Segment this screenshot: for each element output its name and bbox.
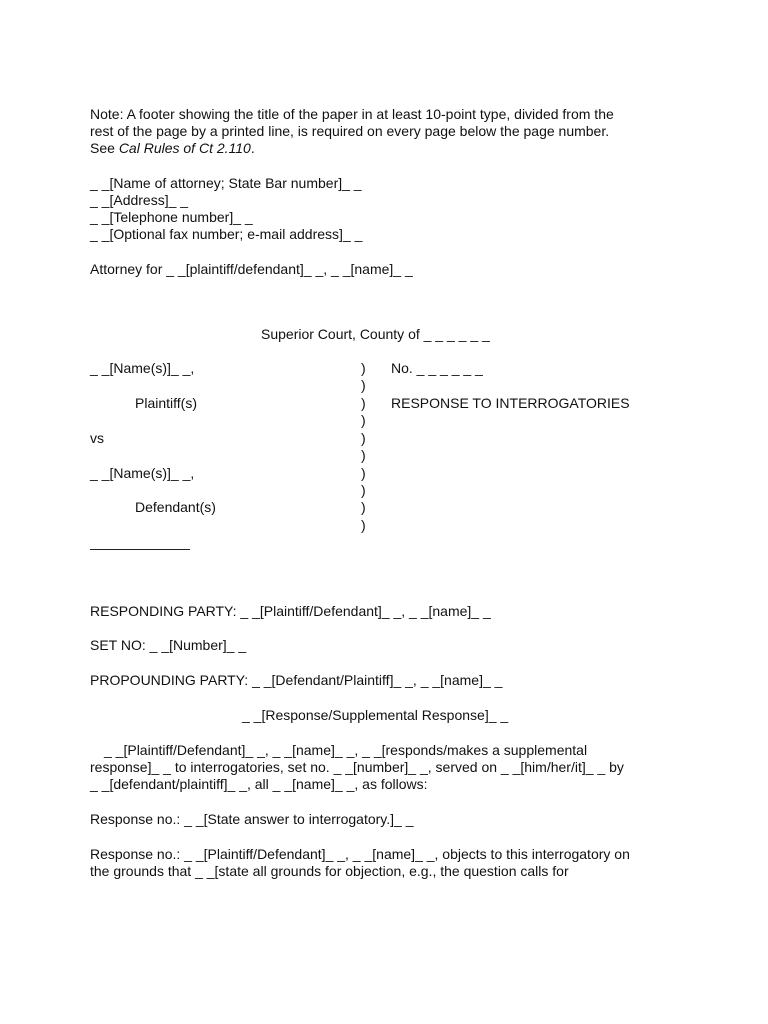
attorney-name-line: _ _[Name of attorney; State Bar number]_ _	[90, 175, 362, 191]
caption-paren: )	[361, 377, 366, 393]
caption-paren: )	[361, 412, 366, 428]
propounding-party: PROPOUNDING PARTY: _ _[Defendant/Plaintiff]_ _, _ _[name]_ _	[90, 672, 503, 688]
attorney-for-line: Attorney for _ _[plaintiff/defendant]_ _, _ _[name]_ _	[90, 261, 413, 277]
document-title: RESPONSE TO INTERROGATORIES	[391, 395, 630, 411]
note-line-2: rest of the page by a printed line, is required on every page below the page number.	[90, 123, 610, 139]
attorney-fax-email-line: _ _[Optional fax number; e-mail address]_ _	[90, 226, 363, 242]
responding-party: RESPONDING PARTY: _ _[Plaintiff/Defendant]_ _, _ _[name]_ _	[90, 603, 491, 619]
defendant-name: _ _[Name(s)]_ _,	[90, 465, 195, 481]
intro-paragraph-line-1: _ _[Plaintiff/Defendant]_ _, _ _[name]_ _, _ _[responds/makes a supplemental	[104, 742, 588, 758]
plaintiff-label: Plaintiff(s)	[135, 395, 197, 411]
intro-paragraph-line-3: _ _[defendant/plaintiff]_ _, all _ _[name]_ _, as follows:	[90, 776, 428, 792]
note-line-1: Note: A footer showing the title of the paper in at least 10-point type, divided from the	[90, 106, 614, 122]
set-number: SET NO: _ _[Number]_ _	[90, 637, 247, 653]
caption-underline	[90, 549, 190, 550]
attorney-address-line: _ _[Address]_ _	[90, 192, 189, 208]
case-number: No. _ _ _ _ _ _	[391, 360, 483, 376]
caption-paren: )	[361, 465, 366, 481]
attorney-telephone-line: _ _[Telephone number]_ _	[90, 209, 253, 225]
caption-paren: )	[361, 430, 366, 446]
defendant-label: Defendant(s)	[135, 499, 216, 515]
response-1: Response no.: _ _[State answer to interrogatory.]_ _	[90, 811, 414, 827]
response-2-line-2: the grounds that _ _[state all grounds for objection, e.g., the question calls for	[90, 863, 569, 879]
versus-label: vs	[90, 430, 104, 446]
caption-paren: )	[361, 499, 366, 515]
caption-paren: )	[361, 360, 366, 376]
caption-paren: )	[361, 395, 366, 411]
court-title: Superior Court, County of _ _ _ _ _ _	[261, 326, 490, 342]
response-heading: _ _[Response/Supplemental Response]_ _	[242, 707, 509, 723]
intro-paragraph-line-2: response]_ _ to interrogatories, set no. _ _[number]_ _, served on _ _[him/her/it]_ _ by	[90, 759, 624, 775]
note-line-3	[90, 140, 255, 157]
caption-paren: )	[361, 482, 366, 498]
caption-paren: )	[361, 447, 366, 463]
response-2-line-1: Response no.: _ _[Plaintiff/Defendant]_ _, _ _[name]_ _, objects to this interrogatory on	[90, 846, 630, 862]
note-period: .	[250, 140, 255, 156]
note-see-text: See	[90, 140, 119, 156]
plaintiff-name: _ _[Name(s)]_ _,	[90, 360, 195, 376]
caption-paren: )	[361, 517, 366, 533]
note-rule-citation: Cal Rules of Ct 2.110	[118, 140, 251, 156]
